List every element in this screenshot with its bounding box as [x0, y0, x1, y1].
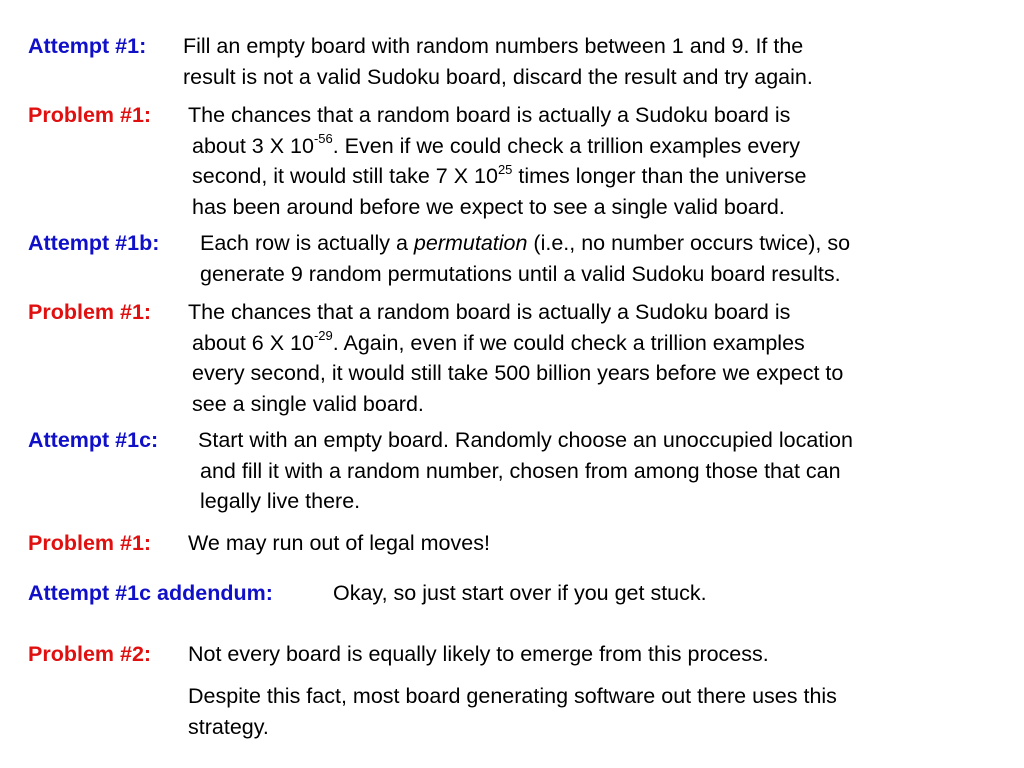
attempt-1c-addendum-label: Attempt #1c addendum:: [28, 581, 273, 605]
permutation-term: permutation: [413, 231, 528, 255]
problem-1b-line-2-b: . Again, even if we could check a trillion examples: [332, 330, 805, 355]
problem-1c-line-1: We may run out of legal moves!: [188, 531, 490, 555]
attempt-1c-addendum-line-1: Okay, so just start over if you get stuck.: [333, 581, 707, 605]
exponent-25: 25: [497, 161, 513, 177]
problem-2-label: Problem #2:: [28, 642, 152, 666]
attempt-1-text: [183, 31, 813, 92]
closing-note-line-1: Despite this fact, most board generating software out there uses this: [188, 684, 837, 708]
problem-2-text: [188, 639, 769, 670]
attempt-1b-label: Attempt #1b:: [28, 231, 160, 255]
problem-1a-line-2-b: . Even if we could check a trillion examples every: [332, 133, 800, 158]
problem-1a-line-3-b: times longer than the universe: [512, 164, 807, 188]
attempt-1b-text: [200, 228, 850, 289]
attempt-1b-line-1: [200, 228, 850, 259]
attempt-1c-line-3: legally live there.: [200, 489, 361, 513]
attempt-1c-text: [198, 425, 853, 517]
closing-note-text: [188, 681, 837, 742]
problem-1a-line-3: [192, 161, 806, 192]
attempt-1-label: Attempt #1:: [28, 34, 147, 58]
problem-1c-label: Problem #1:: [28, 531, 152, 555]
exponent-neg-56: -56: [313, 131, 333, 147]
problem-1b-text: [188, 297, 843, 419]
problem-2-line-1: Not every board is equally likely to emerge from this process.: [188, 642, 769, 666]
attempt-1-line-2: result is not a valid Sudoku board, discard the result and try again.: [183, 64, 813, 89]
attempt-1c-addendum-text: [333, 578, 707, 609]
problem-1b-label: Problem #1:: [28, 300, 152, 324]
attempt-1b-line-1-b: (i.e., no number occurs twice), so: [527, 231, 851, 255]
problem-1a-line-4: has been around before we expect to see a single valid board.: [192, 194, 785, 219]
problem-1a-line-2-a: about 3 X 10: [192, 133, 314, 158]
exponent-neg-29: -29: [313, 328, 333, 344]
attempt-1c-line-1: Start with an empty board. Randomly choose an unoccupied location: [198, 428, 853, 452]
attempt-1-line-1: Fill an empty board with random numbers between 1 and 9. If the: [183, 34, 804, 58]
problem-1b-line-1: The chances that a random board is actually a Sudoku board is: [188, 300, 791, 324]
problem-1b-line-2: [192, 328, 843, 359]
attempt-1c-line-2: and fill it with a random number, chosen from among those that can: [200, 458, 841, 483]
problem-1b-line-4: see a single valid board.: [192, 391, 424, 416]
closing-note-line-2: strategy.: [188, 714, 269, 739]
problem-1a-label: Problem #1:: [28, 103, 152, 127]
problem-1a-line-3-a: second, it would still take 7 X 10: [192, 164, 498, 188]
attempt-1c-label: Attempt #1c:: [28, 428, 159, 452]
problem-1a-text: [188, 100, 806, 222]
problem-1a-line-1: The chances that a random board is actually a Sudoku board is: [188, 103, 791, 127]
problem-1a-line-2: [192, 131, 806, 162]
attempt-1b-line-1-a: Each row is actually a: [200, 231, 414, 255]
attempt-1b-line-2: generate 9 random permutations until a valid Sudoku board results.: [200, 261, 841, 286]
problem-1b-line-2-a: about 6 X 10: [192, 330, 314, 355]
problem-1c-text: [188, 528, 490, 559]
problem-1b-line-3: every second, it would still take 500 billion years before we expect to: [192, 361, 844, 385]
